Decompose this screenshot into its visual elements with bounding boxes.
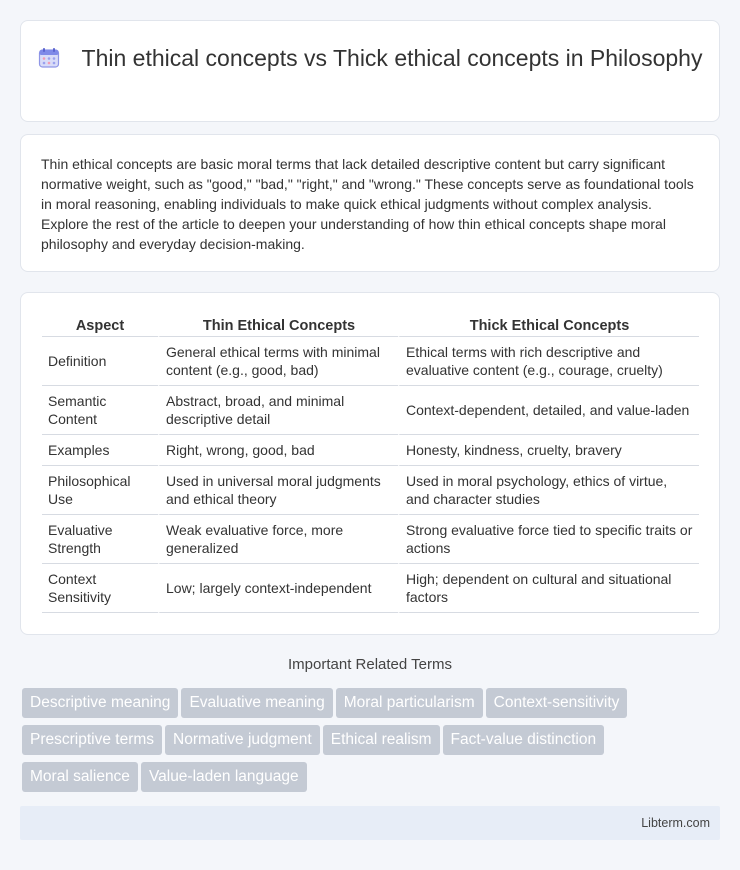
tag-normative-judgment[interactable]: Normative judgment (165, 725, 320, 755)
page-title-wrap (21, 44, 719, 73)
footer (20, 806, 720, 840)
table-cell-thick: High; dependent on cultural and situational factors (398, 564, 699, 613)
intro-text: Thin ethical concepts are basic moral terms that lack detailed descriptive content but carry significant normative weight, such as "good," "bad," "right," and "wrong." These concepts serve as foundational tools in moral reasoning, enabling individuals to make quick ethical judgments without complex analysis. Explore the rest of the article to deepen your understanding of how thin ethical concepts shape moral philosophy and everyday decision-making. (41, 156, 694, 252)
footer-site-link[interactable]: Libterm.com (641, 816, 710, 830)
tag-evaluative-meaning[interactable]: Evaluative meaning (181, 688, 332, 718)
table-cell-aspect: Examples (42, 435, 158, 466)
table-row (42, 515, 699, 564)
comparison-table (42, 315, 699, 613)
table-cell-thick: Ethical terms with rich descriptive and evaluative content (e.g., courage, cruelty) (398, 337, 699, 386)
tag-prescriptive-terms[interactable]: Prescriptive terms (22, 725, 162, 755)
header-thick: Thick Ethical Concepts (398, 315, 699, 337)
table-cell-thin: Low; largely context-independent (158, 564, 398, 613)
tag-ethical-realism[interactable]: Ethical realism (323, 725, 440, 755)
table-cell-aspect: Definition (42, 337, 158, 386)
related-terms-list (22, 688, 722, 799)
header-aspect: Aspect (42, 315, 158, 337)
table-cell-thin: General ethical terms with minimal content (e.g., good, bad) (158, 337, 398, 386)
tag-context-sensitivity[interactable]: Context-sensitivity (486, 688, 628, 718)
related-terms-title: Important Related Terms (288, 656, 452, 673)
table-cell-aspect: Evaluative Strength (42, 515, 158, 564)
table-cell-aspect: Context Sensitivity (42, 564, 158, 613)
table-cell-thick: Used in moral psychology, ethics of virtue, and character studies (398, 466, 699, 515)
intro-card (20, 134, 720, 272)
table-cell-aspect: Semantic Content (42, 386, 158, 435)
table-row (42, 466, 699, 515)
table-cell-thick: Honesty, kindness, cruelty, bravery (398, 435, 699, 466)
page-title: Thin ethical concepts vs Thick ethical concepts in Philosophy (81, 45, 703, 71)
comparison-card (20, 292, 720, 635)
table-cell-thick: Strong evaluative force tied to specific traits or actions (398, 515, 699, 564)
tag-descriptive-meaning[interactable]: Descriptive meaning (22, 688, 178, 718)
table-row (42, 435, 699, 466)
header-thin: Thin Ethical Concepts (158, 315, 398, 337)
tag-fact-value-distinction[interactable]: Fact-value distinction (443, 725, 605, 755)
table-cell-thin: Used in universal moral judgments and ethical theory (158, 466, 398, 515)
table-cell-aspect: Philosophical Use (42, 466, 158, 515)
calendar-icon (38, 47, 60, 69)
table-row (42, 564, 699, 613)
table-cell-thick: Context-dependent, detailed, and value-laden (398, 386, 699, 435)
tag-moral-salience[interactable]: Moral salience (22, 762, 138, 792)
table-row (42, 386, 699, 435)
tag-moral-particularism[interactable]: Moral particularism (336, 688, 483, 718)
table-cell-thin: Right, wrong, good, bad (158, 435, 398, 466)
table-cell-thin: Abstract, broad, and minimal descriptive detail (158, 386, 398, 435)
title-card (20, 20, 720, 122)
table-cell-thin: Weak evaluative force, more generalized (158, 515, 398, 564)
table-row (42, 337, 699, 386)
tag-value-laden-language[interactable]: Value-laden language (141, 762, 307, 792)
table-header-row (42, 315, 699, 337)
